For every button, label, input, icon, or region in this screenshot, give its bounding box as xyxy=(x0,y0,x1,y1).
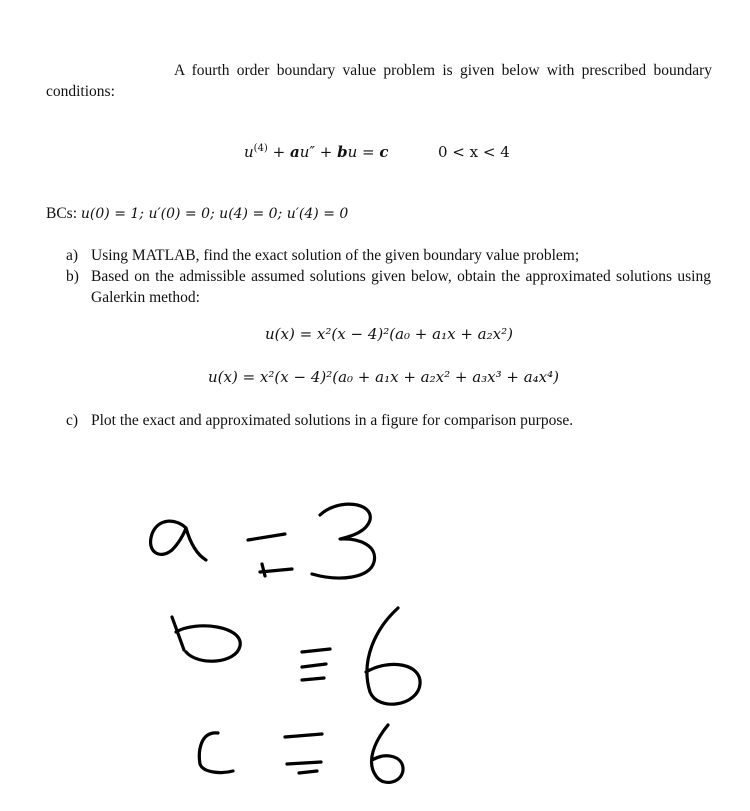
differential-equation: $u^{(4)} + au''$ + bu = c xyxy=(244,143,389,161)
problem-intro: A fourth order boundary value problem is given below with prescribed boundary conditions: xyxy=(46,62,712,100)
assumed-solution-1: u(x) = x²(x − 4)²(a₀ + a₁x + a₂x²) xyxy=(265,325,513,343)
handwritten-line-c xyxy=(199,725,403,782)
item-label: c) xyxy=(66,412,79,429)
item-text: Using MATLAB, find the exact solution of the given boundary value problem; xyxy=(91,247,580,264)
handwritten-line-b xyxy=(172,608,420,704)
item-label: a) xyxy=(66,247,79,264)
item-text: Plot the exact and approximated solutions in a figure for comparison purpose. xyxy=(91,412,574,429)
item-text: Based on the admissible assumed solutions given below, obtain the approximated solutions using Galerkin method: xyxy=(91,268,711,306)
handwritten-line-a xyxy=(151,504,375,578)
bcs-math: u(0) = 1; u′(0) = 0; u(4) = 0; u′(4) = 0 xyxy=(80,206,349,222)
bcs-label: BCs: xyxy=(46,205,78,222)
assumed-solution-2: u(x) = x²(x − 4)²(a₀ + a₁x + a₂x² + a₃x³ + a₄x⁴) xyxy=(208,368,560,386)
item-label: b) xyxy=(66,268,79,285)
domain-range: 0 < x < 4 xyxy=(438,143,510,161)
